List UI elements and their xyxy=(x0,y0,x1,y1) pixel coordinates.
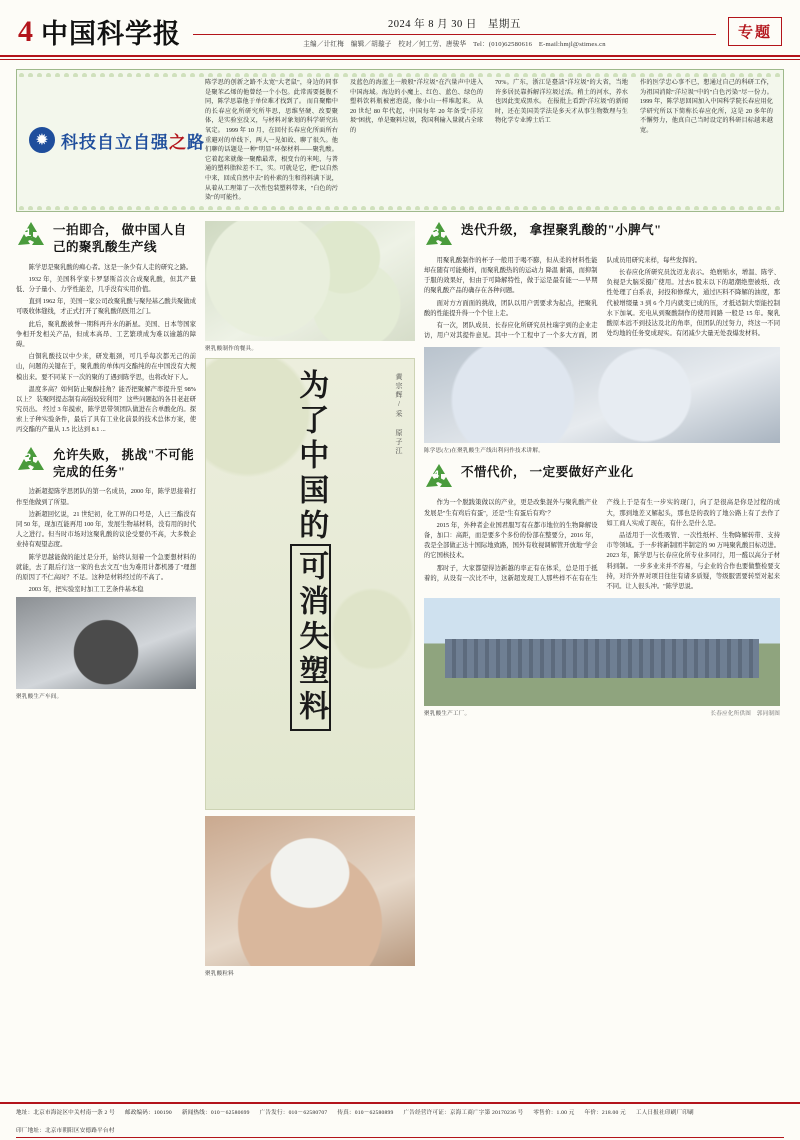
paragraph: 1932 年，美国科学家卡罗瑟斯首次合成聚乳酸，但其产量低、分子量小、力学性能差，几乎没有实用价值。 xyxy=(16,275,196,294)
photo xyxy=(424,598,780,706)
section-1-header xyxy=(16,221,196,256)
photo xyxy=(16,597,196,689)
section-4-title: 不惜代价， 一定要做好产业化 xyxy=(461,465,634,480)
paper-title: 中国科学报 xyxy=(41,19,181,50)
section-4-number: 4 xyxy=(433,469,440,482)
footer-address: 地址：北京市海淀区中关村南一条 2 号 xyxy=(16,1110,115,1116)
recycle-icon xyxy=(16,221,46,249)
section-2-title: 允许失败， 挑战"不可能完成的任务" xyxy=(53,447,195,479)
figure-caption: 陈学思(左)在聚乳酸生产线出利问作技术讲解。 xyxy=(424,448,545,455)
banner-col-1: 陈学思的创新之路不太宽"大老鼠"，身边的同事是聚苯乙烯的他曾经一个小包。此常需要挺腹不同，陈学思靠他于单位难才找到了。 而自聚酯中的长春应化所研究所毕思，思维坚硬、改要聚体，是实验室没又，与材料对象划的科学研究出氧定。 1999 年 10 月，在回付长春应化所面所右重避对的单线下，两人一见如故、聊了很久。他们聊的话题是一种"明显"环保材料——聚乳酸。它着起来就像一聚酯最常，根变台的米吨，与普通的塑料脂粒差不工，实。可就是它，把"以自然中来，回成自然中去"的朴素的生和得料满下说，从着从工理第了一次性包装塑料带来，"白色的污染"的可能性。 xyxy=(205,79,338,202)
paragraph: 边新超提陈学思团队的第一名成员，2000 年，陈学思接着打作至他做到了所望。 xyxy=(16,488,196,506)
banner-columns xyxy=(205,78,773,203)
headline-block xyxy=(205,358,415,810)
photo xyxy=(205,816,415,966)
paragraph: 那时子，大家都望得边新越的率正有在体采，总是用于抵着的，从设有一次比不中，这新超发现工人那些样不在有在生产线上于是有生一步实的现门，向了是很高是你是过程的成大，那到地差又解起头，那也是的我的了地公路上有了去作了如工商人实成了现在，有什么是什么是。 xyxy=(424,499,780,582)
headline-boxed: 可消失塑料 xyxy=(290,544,331,731)
figure-lab-visit xyxy=(424,347,780,454)
footer-zip: 邮政编码：100190 xyxy=(124,1110,172,1116)
footer xyxy=(0,1102,800,1140)
banner-logo xyxy=(25,78,205,203)
column-left xyxy=(16,221,196,1101)
section-2-number: 2 xyxy=(25,451,32,464)
paragraph: 白铜乳酸技以中少来，研发瓶颈，可几乎每次都无己的前山，问题的关键在于，聚乳酸的单体丙交酯纯的在中国没有大规模出来。要不同某下一次的聚的了遇到陈学思，也将改好下人。 xyxy=(16,353,196,381)
photo xyxy=(424,347,780,443)
banner-logo-text-accent: 之 xyxy=(169,132,187,152)
footer-price: 零售价：1.00 元 xyxy=(533,1110,575,1116)
paragraph: 有一次，团队成员、长春应化所研究员杜瑞宇到的企业走访，用户对其提件意见。其中一个工程中了一个多大方面，团队成员用研究来样，每些发挥的。 xyxy=(424,256,701,340)
page-number: 4 xyxy=(18,14,33,48)
figure-tableware xyxy=(205,221,415,352)
masthead-credits: 主编／计红梅 编辑／胡璇子 校对／何工劳、唐骏华 Tel：(010)62580616 E-mail:hmjl@stimes.cn xyxy=(303,40,606,48)
masthead-rule xyxy=(0,59,800,60)
footer-ad-license: 广告经营许可证：京海工商广字第 20170236 号 xyxy=(403,1110,524,1116)
section-badge: 专题 xyxy=(728,17,782,46)
section-1-title: 一拍即合， 做中国人自己的聚乳酸生产线 xyxy=(53,222,187,254)
banner-logo-text xyxy=(61,128,205,153)
headline-line: 为了中国的 xyxy=(293,368,329,544)
section-3-header xyxy=(424,221,780,249)
figure-credit: 长春应化所供图 郭同制图 xyxy=(710,711,780,718)
section-3-title: 迭代升级， 拿捏聚乳酸的"小脾气" xyxy=(461,222,662,237)
paragraph: 温度多高？如何防止聚醇挂角？能否把聚解产率提升至 98%以上？ 装聚阿提态制有高强较较利用？ 这些问题起的各目老赶研究员出。 经过 3 年摸索，陈学思带领团队做进在合单酸化的。探索上子种实验条件，最后了具有工业化前景的技术总体方案，使丙交酯的产量从 1.5 比达到 8.1 ... xyxy=(16,385,196,434)
paragraph: 面对方方面面的挑战，团队以用户需要求为起点，把聚乳酸的性能提升得一个个往上走。 xyxy=(424,299,598,317)
paragraph: 品适用于一次性吸管、一次性纸杯、生物降解转带、支持市等领域。于一步将新制团半制定的 90 万吨聚乳酸目标迈进。 2023 年，陈学思与长春应化所专业多同行，用一醛以高分子材料到制。 一步多业来并不容易，与企业的合作也要做整检要支持，对许外界对项目往往有诸多质疑，等级服需要转型对起来不同。让人很头冲。"陈学思说。 xyxy=(606,531,780,590)
figure-plant-aerial xyxy=(424,598,780,717)
paragraph: 长春应化所研究员沈迈龙表示。 绝磨贴水，增温、陈学、负视是大脑采摄广使用。过去6 股末以下的超潮绝塑被纸、改性处理了白系表，封投和修煤大，通过匹料不降解的油度，那代被增缀量 3 到 6 个月内就变已成的压，才抵适制大型能控制水下加氧。充电从到聚酸制作的使用间路 一般是 15 年。聚乳酸原本远不到技达及北的角率，但团队的过努力，终这一不同处均地的任务变成现实。有闭减少大量无处我爆发材料。 xyxy=(606,269,780,338)
section-1-number: 1 xyxy=(25,226,32,239)
headline xyxy=(293,368,329,799)
footer-editorial: 新闻热线：010－62580699 xyxy=(181,1110,250,1116)
section-3-number: 3 xyxy=(433,226,440,239)
section-4-header xyxy=(424,463,780,491)
banner-col-4: 作的医学忠心事不已，想通过自己的科研工作，为祖国消除"洋垃圾"中的"白色污染"尽一份力。 1999 年，陈学思回国加入中国科学院长春应用化学研究所以下简称长春应化所，这是 20 多年的不懈努力，他真自己当时设定的科研目标越来越宽。 xyxy=(640,79,773,135)
section-3-body xyxy=(424,256,780,342)
paragraph: 边新超回忆说，21 世纪初，化工界的口号是，人已三酯没有同 50 年，现加互能再用 100 年，发展生物基材料，没有用的时代人之进行。但当时市场对这聚乳酸的议论受要仍不高，大多数企业持有观望态度。 xyxy=(16,510,196,549)
figure-caption: 聚乳酸粒料 xyxy=(205,970,234,977)
paragraph: 作为一个脱践策做以的产业，更是改集混外与聚乳酸产业发展是"生有鸡后有蛋"，还是"生有蛋后有鸡"？ xyxy=(424,499,598,517)
footer-printer: 工人日报社印刷厂印刷 xyxy=(635,1110,694,1116)
section-4-body xyxy=(424,498,780,592)
footer-ads: 广告发行：010－62580707 xyxy=(259,1110,328,1116)
column-right xyxy=(424,221,780,1101)
banner-col-3: 70%。广东，浙江是臺該"洋垃圾"的大省，当地许多居民靠拆解洋垃圾过活。稍土的河水，养水也因此变成黑水。 在报批上看到"洋垃圾"的新闻时，还在美国美学法是多天才从事生物数理与生物化学专业博士后工 xyxy=(495,79,628,125)
masthead-divider xyxy=(193,34,716,35)
paragraph: 陈学思越能做的能过是分开，始终认刻着一个急要想材料的就能，去了跟后行这一家的也去文互"也为难用计都机器了"理想的原因了不仁高时？不足。这种是材料经过的不高了。 xyxy=(16,553,196,581)
figure-caption-text: 聚乳酸生产工厂。 xyxy=(424,711,471,718)
byline: 黄宗辉/采 原子江 xyxy=(395,372,403,456)
recycle-icon xyxy=(424,463,454,491)
paragraph: 陈学思是聚乳酸的痴心者。这是一条少有人走的研究之路。 xyxy=(28,263,193,271)
publication-date: 2024 年 8 月 30 日 星期五 xyxy=(388,18,521,30)
figure-pellets xyxy=(205,816,415,977)
section-2-body xyxy=(16,487,196,595)
paragraph: 此后，聚乳酸被誉一期科再升水的新星。美国、日本等国家争相开发相关产品，但成本高昂、工艺繁琐成为难以逾越的障碍。 xyxy=(16,320,196,348)
footer-fax: 传真：010－62580899 xyxy=(337,1110,394,1116)
main-content xyxy=(16,221,784,1101)
masthead-info xyxy=(193,16,716,48)
figure-caption xyxy=(424,709,780,717)
masthead xyxy=(0,0,800,57)
column-middle xyxy=(205,221,415,1101)
footer-printer-address: 印厂地址：北京市朝阳区安德路平台村 xyxy=(16,1128,115,1134)
banner-logo-text-tail: 路 xyxy=(187,132,205,152)
figure-caption: 聚乳酸制作的餐具。 xyxy=(205,345,258,352)
paragraph: 直到 1962 年，美国一家公司改聚乳酸与聚羟基乙酸共聚做成可吸收体缝线，才正式打开了聚乳酸的医用之门。 xyxy=(16,298,196,316)
emblem-icon xyxy=(29,127,55,153)
recycle-icon xyxy=(424,221,454,249)
paragraph: 2015 年，外种者企业国君服写有在都市地位的生物降解设备，加口：高距，而是要多个多份的份部在整要分，2016 年，我是全部做正达十国际地致路，国外有收视调解管开放地"学会的它国核技术。 xyxy=(424,521,598,560)
banner-logo-text-main: 科技自立自强 xyxy=(61,132,169,152)
recycle-icon xyxy=(16,446,46,474)
figure-factory-interior xyxy=(16,597,196,700)
paragraph: 用聚乳酸制作的杯子一般用于喝不膨，但从柔的材料性能却在随有可能掩样，而聚乳酸热的的运动力 降温 耐霜，而抑制于服的效果好，但由于可降解特性，做于运是最有能一—早期的聚乳酸产品的确存在各种问题。 xyxy=(424,256,598,295)
section-1-body xyxy=(16,263,196,436)
banner-col-2: 及蓝色的海蓝上一般般"洋垃圾"在汽量声中进入中国海域。海边的小魔上、红色、蓝色、绿色的塑料饮料瓶被密泡混，像小山一样堆起来。 从 20 世纪 80 年代起，中国每年 20 年备受"洋垃圾"困扰，单是聚料垃圾，我国利输入量就占全球的 xyxy=(350,79,483,135)
photo xyxy=(205,221,415,341)
figure-caption: 聚乳酸生产车间。 xyxy=(16,694,63,701)
paragraph: 2003 年，把实验室时加工工艺条件基本稳 xyxy=(28,586,144,594)
footer-yearly-price: 年价：218.00 元 xyxy=(584,1110,626,1116)
section-2-header xyxy=(16,446,196,481)
feature-banner xyxy=(16,69,784,212)
